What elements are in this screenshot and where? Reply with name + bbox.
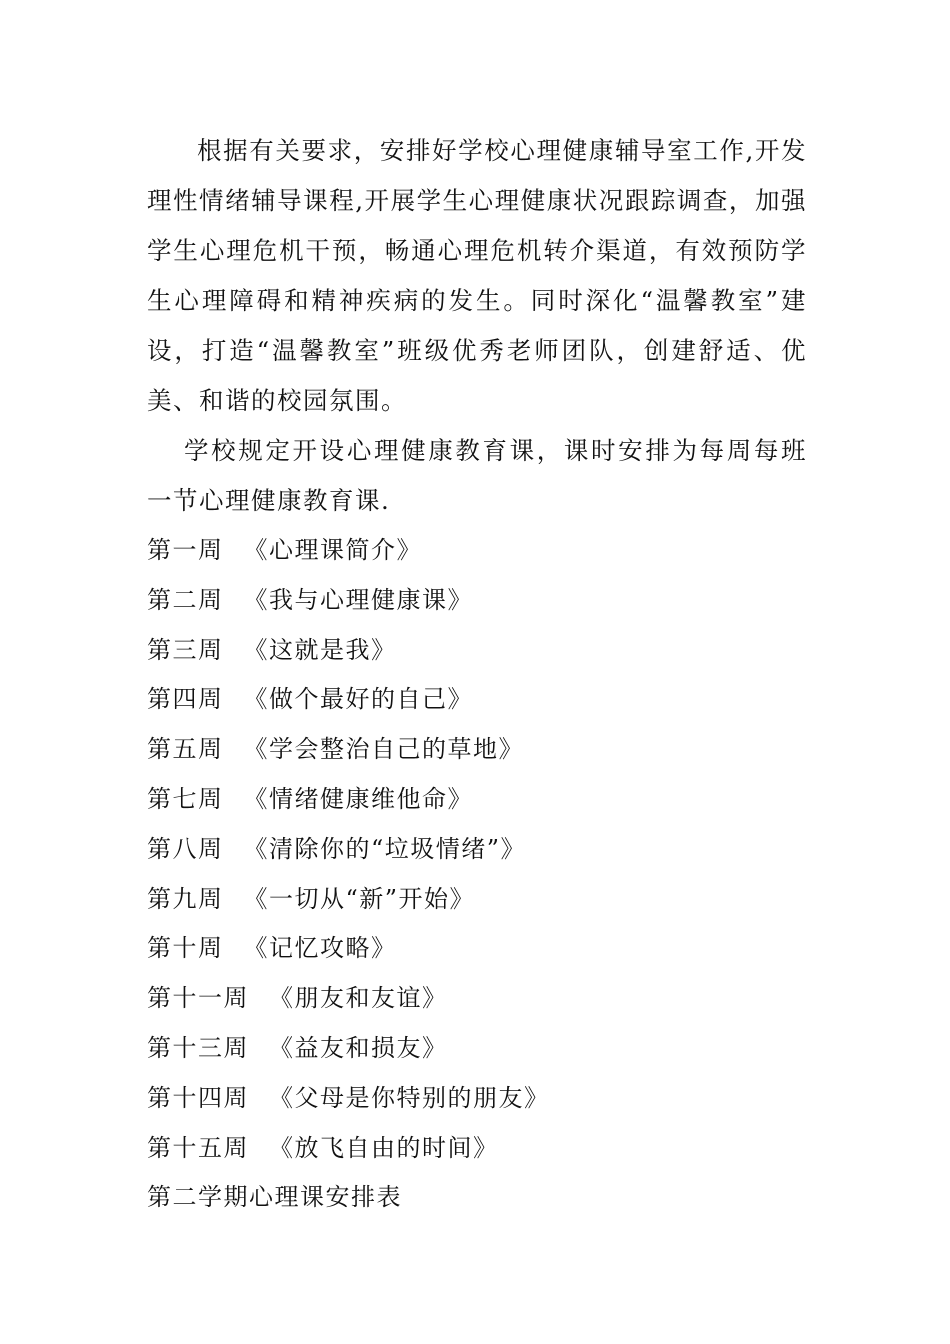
week-label: 第二周 (147, 585, 224, 614)
schedule-item (147, 526, 807, 576)
schedule-item (147, 825, 807, 875)
schedule-item (147, 725, 807, 775)
lesson-title: 《这就是我》 (243, 635, 397, 664)
schedule-item (147, 974, 807, 1024)
week-label: 第十五周 (147, 1133, 249, 1162)
schedule-item (147, 626, 807, 676)
lesson-title: 《父母是你特别的朋友》 (269, 1083, 550, 1112)
week-label: 第九周 (147, 884, 224, 913)
schedule-item (147, 576, 807, 626)
week-label: 第七周 (147, 784, 224, 813)
week-label: 第十一周 (147, 984, 249, 1013)
schedule-item (147, 1124, 807, 1174)
week-label: 第四周 (147, 685, 224, 714)
document-page (147, 126, 807, 1223)
lesson-title: 《学会整治自己的草地》 (243, 735, 524, 764)
week-label: 第十四周 (147, 1083, 249, 1112)
lesson-title: 《记忆攻略》 (243, 934, 397, 963)
course-schedule-list (147, 526, 807, 1173)
week-label: 第十周 (147, 934, 224, 963)
week-label: 第五周 (147, 735, 224, 764)
week-label: 第八周 (147, 834, 224, 863)
lesson-title: 《我与心理健康课》 (243, 585, 473, 614)
schedule-item (147, 924, 807, 974)
week-label: 第一周 (147, 536, 224, 564)
lesson-title: 《清除你的“垃圾情绪”》 (243, 834, 527, 863)
intro-paragraph: 根据有关要求，安排好学校心理健康辅导室工作,开发理性情绪辅导课程,开展学生心理健康状况跟踪调查，加强学生心理危机干预，畅通心理危机转介渠道，有效预防学生心理障碍和精神疾病的发生。同时深化“温馨教室”建设，打造“温馨教室”班级优秀老师团队，创建舒适、优美、和谐的校园氛围。 (147, 136, 807, 415)
schedule-item (147, 875, 807, 925)
schedule-item (147, 1024, 807, 1074)
second-semester-heading: 第二学期心理课安排表 (147, 1183, 402, 1212)
lesson-title: 《朋友和友谊》 (269, 984, 448, 1013)
lesson-title: 《放飞自由的时间》 (269, 1133, 499, 1162)
week-label: 第十三周 (147, 1033, 249, 1062)
course-requirement-paragraph: 学校规定开设心理健康教育课，课时安排为每周每班一节心理健康教育课. (147, 436, 807, 515)
week-label: 第三周 (147, 635, 224, 664)
lesson-title: 《益友和损友》 (269, 1033, 448, 1062)
lesson-title: 《做个最好的自己》 (243, 685, 473, 714)
lesson-title: 《心理课简介》 (243, 536, 422, 564)
schedule-item (147, 1074, 807, 1124)
schedule-item (147, 775, 807, 825)
lesson-title: 《情绪健康维他命》 (243, 784, 473, 813)
schedule-item (147, 675, 807, 725)
lesson-title: 《一切从“新”开始》 (243, 884, 476, 913)
